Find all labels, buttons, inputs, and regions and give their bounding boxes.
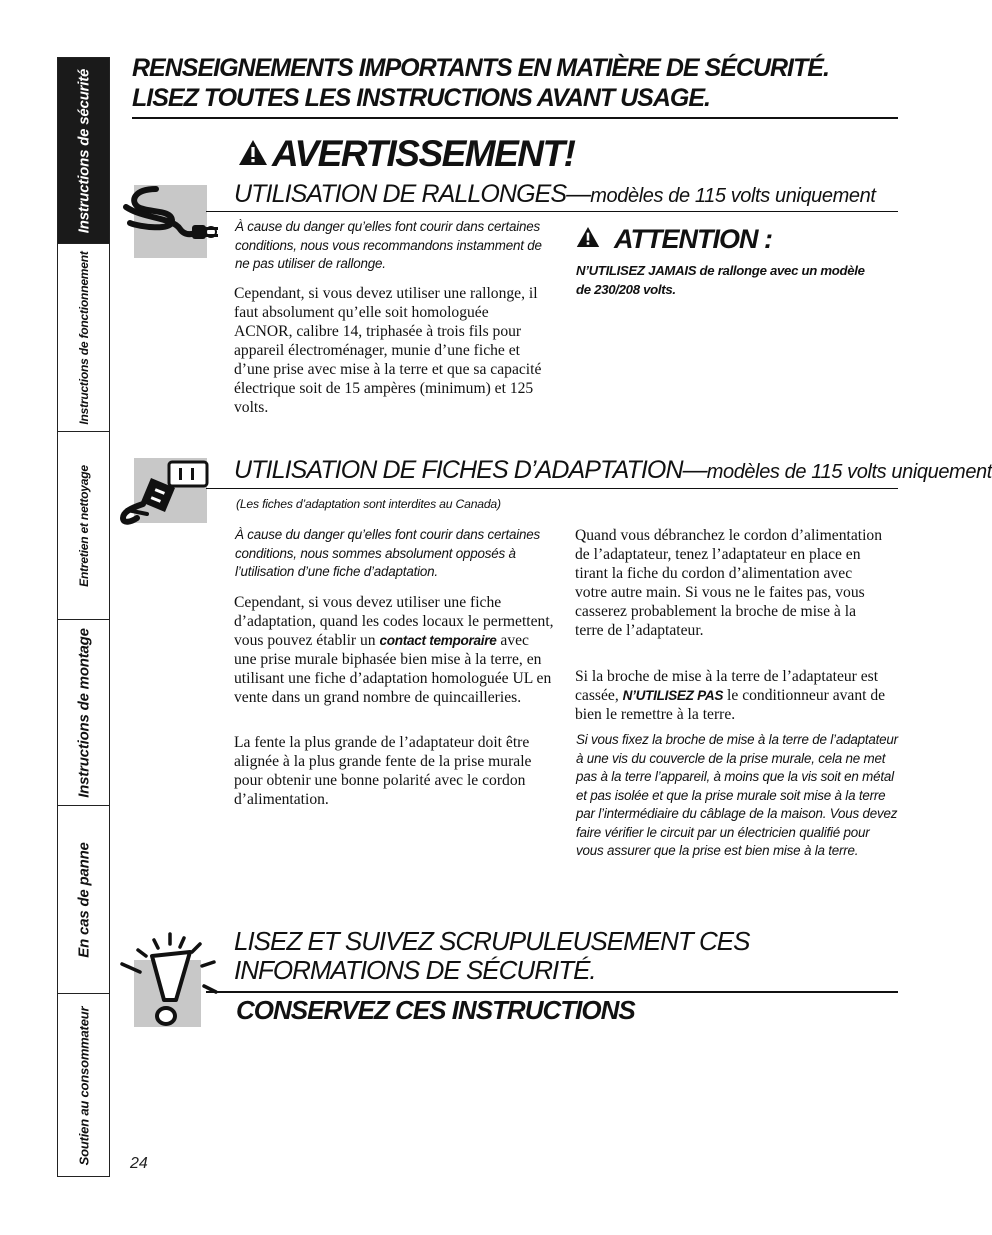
heading-text: UTILISATION DE RALLONGES— xyxy=(234,180,591,208)
adaptation-right-para-1: Quand vous débranchez le cordon d’alimentation de l’adaptateur, tenez l’adaptateur en place en tirant la fiche du cordon d’alimentation avec votre autre main. Si vous ne le faites pas, vous casserez probablement la broche de mise à la terre de l’adaptateur. xyxy=(575,527,883,639)
page-number: 24 xyxy=(130,1155,148,1172)
keep-divider xyxy=(206,991,898,993)
read-follow-notice xyxy=(234,927,754,985)
tab-en-cas-de-panne[interactable] xyxy=(58,806,109,994)
tab-instructions-securite[interactable] xyxy=(58,58,109,244)
tab-label: Instructions de montage xyxy=(75,627,92,798)
read-follow-line-1: LISEZ ET SUIVEZ SCRUPULEUSEMENT CES xyxy=(234,926,750,956)
heading-subtext: modèles de 115 volts uniquement xyxy=(590,185,876,207)
tab-label: Entretien et nettoyage xyxy=(76,464,91,587)
rallonges-body: Cependant, si vous devez utiliser une rallonge, il faut absolument qu’elle soit homologuée ACNOR, calibre 14, triphasée à trois fils pour appareil électroménager, munie d’une fiche et d’une prise avec mise à la terre et que sa capacité électrique soit de 15 ampères (minimum) et 125 volts. xyxy=(234,285,542,416)
extension-cord-icon xyxy=(120,183,230,253)
warning-title xyxy=(238,134,574,174)
section-divider xyxy=(206,211,898,212)
tab-label: Soutien au consommateur xyxy=(76,1006,91,1166)
section-heading-rallonges xyxy=(234,179,876,211)
adaptation-para-1 xyxy=(234,593,554,707)
adaptation-intro: À cause du danger qu’elles font courir dans certaines conditions, nous sommes absolument opposés à l’utilisation d’une fiche d’adaptation. xyxy=(235,527,541,579)
heading-text: UTILISATION DE FICHES D’ADAPTATION— xyxy=(234,456,707,484)
header-line-2: LISEZ TOUTES LES INSTRUCTIONS AVANT USAGE. xyxy=(132,84,710,112)
warning-triangle-icon xyxy=(576,224,600,255)
attention-title xyxy=(576,224,772,255)
para-text: Si la broche de mise à la terre de l’adaptateur est cassée, xyxy=(575,668,879,704)
page-header xyxy=(132,53,897,113)
warning-title-text: AVERTISSEMENT! xyxy=(272,133,575,174)
para-text: Cependant, si vous devez utiliser une fiche d’adaptation, quand les codes locaux le permettent, vous pouvez établir un xyxy=(234,594,554,649)
adaptation-right-para-2 xyxy=(575,667,897,724)
warning-triangle-icon xyxy=(238,134,268,174)
para-emphasis: contact temporaire xyxy=(379,633,497,648)
adapter-plug-icon xyxy=(117,456,217,528)
para-text: le conditionneur avant de bien le remettre à la terre. xyxy=(575,687,886,723)
para-text: avec une prise murale biphasée bien mise à la terre, en utilisant une fiche d’adaptation homologuée UL en vente dans un grand nombre de quincailleries. xyxy=(234,632,552,706)
adaptation-right-note: Si vous fixez la broche de mise à la terre de l’adaptateur à une vis du couvercle de la prise murale, cela ne met pas à la terre l’appareil, à moins que la vis soit en métal et pas isolée et que la prise murale soit mise à la terre par l’intermédiaire du câblage de la maison. Vous devez faire vérifier le circuit par un électricien qualifié pour vous assurer que la prise est bien mise à la terre. xyxy=(576,732,898,858)
tab-label: Instructions de fonctionnement xyxy=(76,250,91,425)
tab-label: Instructions de sécurité xyxy=(75,68,92,233)
tab-instructions-fonctionnement[interactable] xyxy=(58,244,109,432)
tab-soutien-consommateur[interactable] xyxy=(58,994,109,1178)
canada-note: (Les fiches d’adaptation sont interdites au Canada) xyxy=(236,497,501,511)
tab-entretien-nettoyage[interactable] xyxy=(58,432,109,620)
heading-subtext: modèles de 115 volts uniquement xyxy=(706,461,992,483)
attention-text: N’UTILISEZ JAMAIS de rallonge avec un modèle de 230/208 volts. xyxy=(576,263,865,297)
exclamation-alert-icon xyxy=(118,930,218,1030)
section-divider xyxy=(206,488,898,489)
keep-instructions: CONSERVEZ CES INSTRUCTIONS xyxy=(236,995,635,1025)
tab-label: En cas de panne xyxy=(75,841,92,958)
attention-title-text: ATTENTION : xyxy=(614,224,772,254)
section-heading-adaptation xyxy=(234,455,992,487)
header-divider xyxy=(132,117,898,119)
side-tab-bar xyxy=(57,57,110,1177)
rallonges-intro: À cause du danger qu’elles font courir dans certaines conditions, nous vous recommandons instamment de ne pas utiliser de rallonge. xyxy=(235,219,542,271)
read-follow-line-2: INFORMATIONS DE SÉCURITÉ. xyxy=(234,955,596,985)
para-emphasis: N’UTILISEZ PAS xyxy=(622,688,724,703)
adaptation-para-2: La fente la plus grande de l’adaptateur doit être alignée à la plus grande fente de la prise murale pour obtenir une bonne polarité avec le cordon d’alimentation. xyxy=(234,734,532,808)
header-line-1: RENSEIGNEMENTS IMPORTANTS EN MATIÈRE DE SÉCURITÉ. xyxy=(132,54,829,82)
tab-instructions-montage[interactable] xyxy=(58,620,109,806)
